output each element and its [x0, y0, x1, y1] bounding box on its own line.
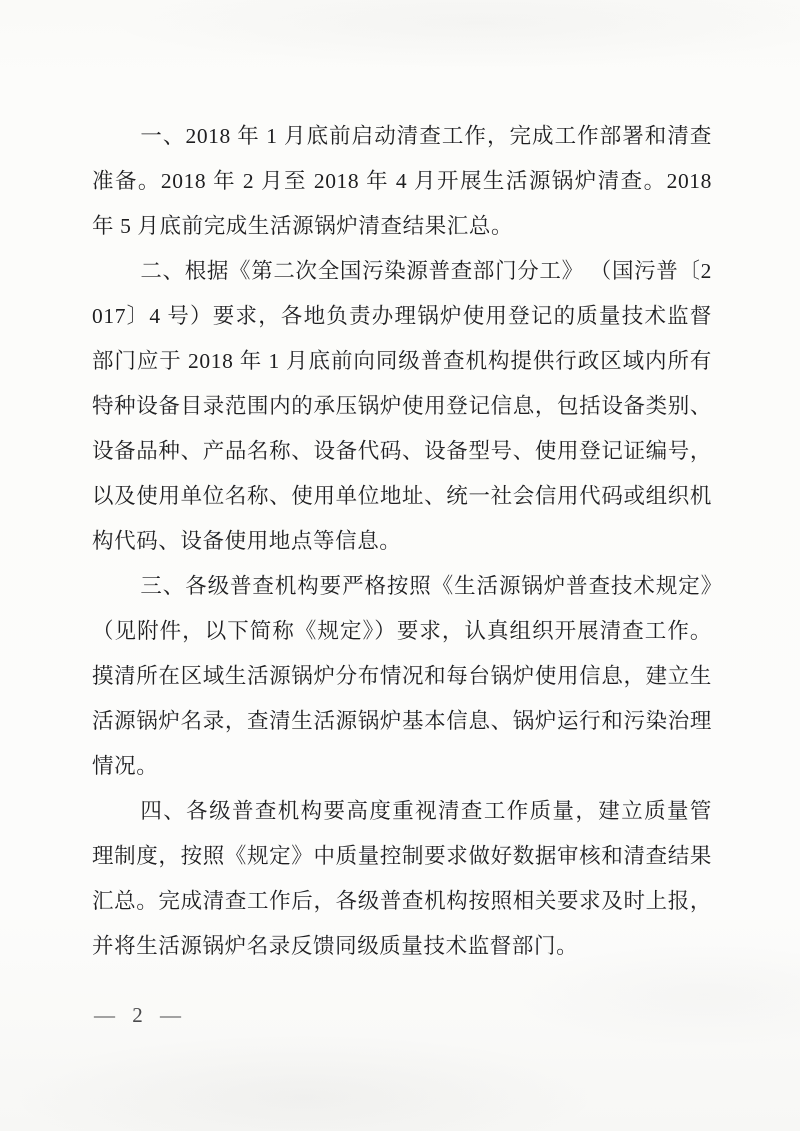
- page-number: — 2 —: [94, 1003, 187, 1027]
- paragraph-2: 二、根据《第二次全国污染源普查部门分工》 （国污普〔2017〕4 号）要求，各地负责办理锅炉使用登记的质量技术监督部门应于 2018 年 1 月底前向同级普查机构提供行政区域内所有特种设备目录范围内的承压锅炉使用登记信息，包括设备类别、设备品种、产品名称、设备代码、设备型号、使用登记证编号，以及使用单位名称、使用单位地址、统一社会信用代码或组织机构代码、设备使用地点等信息。: [92, 259, 712, 553]
- paragraph-1: 一、2018 年 1 月底前启动清查工作，完成工作部署和清查准备。2018 年 2 月至 2018 年 4 月开展生活源锅炉清查。2018 年 5 月底前完成生活源锅炉清查结果汇总。: [92, 124, 712, 238]
- paragraph-3: 三、各级普查机构要严格按照《生活源锅炉普查技术规定》（见附件，以下简称《规定》）要求，认真组织开展清查工作。摸清所在区域生活源锅炉分布情况和每台锅炉使用信息，建立生活源锅炉名录，查清生活源锅炉基本信息、锅炉运行和污染治理情况。: [92, 574, 712, 778]
- paragraph-4: 四、各级普查机构要高度重视清查工作质量，建立质量管理制度，按照《规定》中质量控制要求做好数据审核和清查结果汇总。完成清查工作后，各级普查机构按照相关要求及时上报，并将生活源锅炉名录反馈同级质量技术监督部门。: [92, 799, 712, 958]
- document-text-content: [92, 114, 712, 969]
